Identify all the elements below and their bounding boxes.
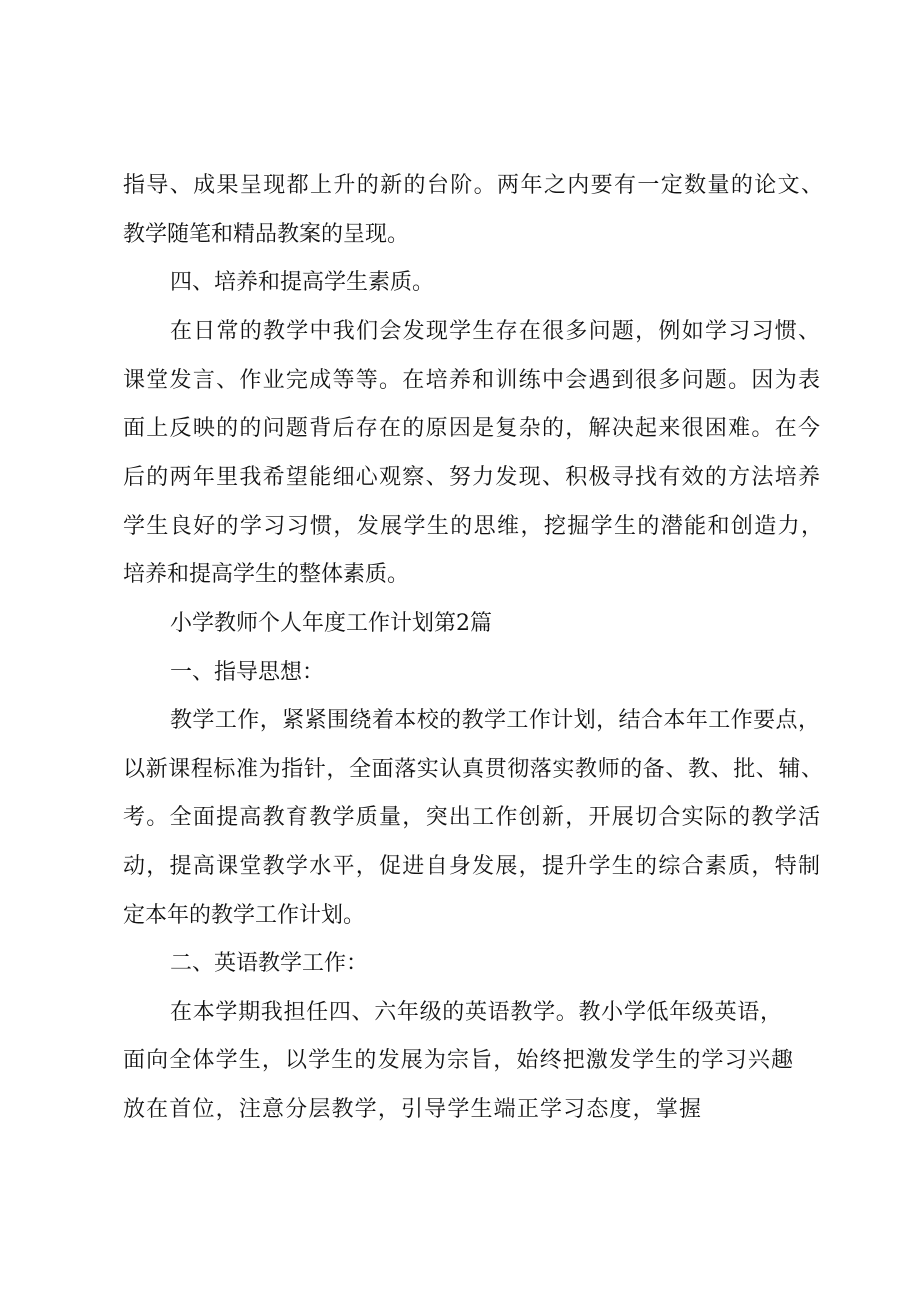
text-line: 在本学期我担任四、六年级的英语教学。教小学低年级英语， [170,1000,782,1025]
text-line: 学生良好的学习习惯，发展学生的思维，挖掘学生的潜能和创造力， [123,514,823,539]
text-line: 教学随笔和精品教案的呈现。 [123,222,410,247]
article-title: 小学教师个人年度工作计划第2篇 [170,611,492,636]
text-line: 培养和提高学生的整体素质。 [123,562,410,587]
text-line: 指导、成果呈现都上升的新的台阶。两年之内要有一定数量的论文、 [123,173,823,198]
text-line: 动，提高课堂教学水平，促进自身发展，提升学生的综合素质，特制 [123,854,820,879]
text-line: 考。全面提高教育教学质量，突出工作创新，开展切合实际的教学活 [123,805,820,830]
text-line: 面向全体学生，以学生的发展为宗旨，始终把激发学生的学习兴趣 [123,1048,793,1073]
text-line: 教学工作，紧紧围绕着本校的教学工作计划，结合本年工作要点， [170,708,820,733]
section-heading: 一、指导思想： [170,660,325,685]
text-line: 课堂发言、作业完成等等。在培养和训练中会遇到很多问题。因为表 [123,368,820,393]
text-line: 后的两年里我希望能细心观察、努力发现、积极寻找有效的方法培养 [123,465,820,490]
section-heading: 四、培养和提高学生素质。 [170,270,435,295]
text-line: 定本年的教学工作计划。 [123,903,366,928]
section-heading: 二、英语教学工作： [170,951,369,976]
text-line: 以新课程标准为指针，全面落实认真贯彻落实教师的备、教、批、辅、 [123,757,823,782]
text-line: 面上反映的的问题背后存在的原因是复杂的，解决起来很困难。在今 [123,416,820,441]
text-line: 放在首位，注意分层教学，引导学生端正学习态度，掌握 [123,1097,701,1122]
text-line: 在日常的教学中我们会发现学生存在很多问题，例如学习习惯、 [170,319,820,344]
